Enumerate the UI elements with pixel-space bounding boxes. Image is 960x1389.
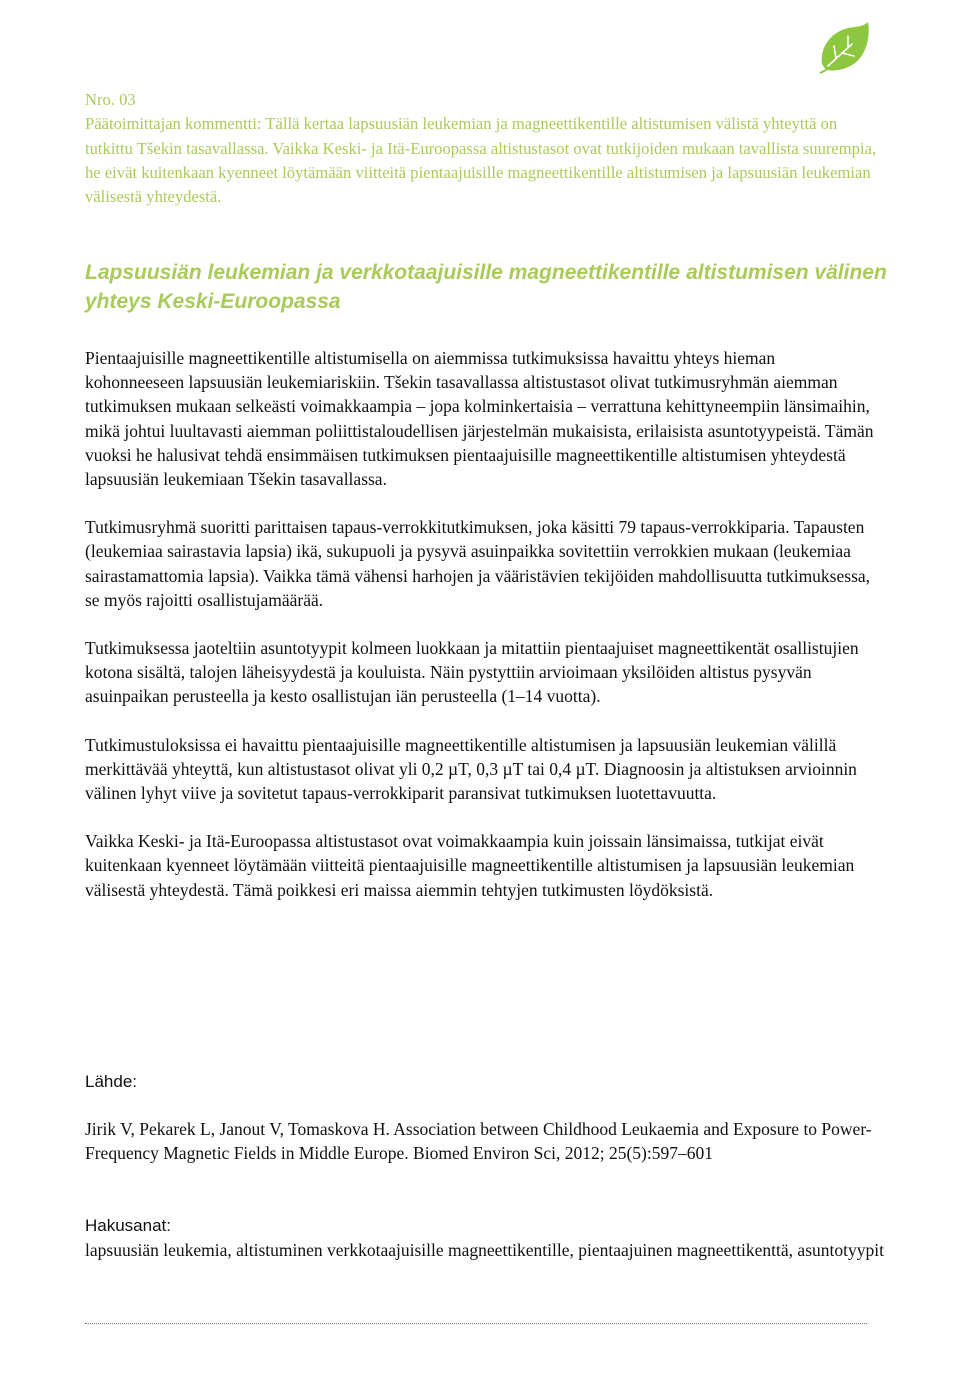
editor-comment-text: Päätoimittajan kommentti: Tällä kertaa lapsuusiän leukemian ja magneettikentille altistumisen välistä yhteyttä on tutkittu Tšekin tasavallassa. Vaikka Keski- ja Itä-Euroopassa altistustasot ovat tutkijoiden mukaan tavallista suurempia, he eivät kuitenkaan kyenneet löytämään viitteitä pientaajuisille magneettikentille altistumisen ja lapsuusiän leukemian välisestä yhteydestä. xyxy=(85,114,877,207)
keywords-label: Hakusanat: xyxy=(85,1216,171,1235)
keywords-text: lapsuusiän leukemia, altistuminen verkkotaajuisille magneettikentille, pientaajuinen magneettikenttä, asuntotyypit xyxy=(85,1240,884,1260)
source-reference: Jirik V, Pekarek L, Janout V, Tomaskova H. Association between Childhood Leukaemia and Exposure to Power-Frequency Magnetic Fields in Middle Europe. Biomed Environ Sci, 2012; 25(5):597–601 xyxy=(85,1119,872,1164)
footer-divider xyxy=(85,1323,867,1324)
article-paragraph: Pientaajuisille magneettikentille altistumisella on aiemmissa tutkimuksissa havaittu yhteys hieman kohonneeseen lapsuusiän leukemiariskiin. Tšekin tasavallassa altistustasot olivat tutkimusryhmän aiemman tutkimuksen mukaan selkeästi voimakkaampia – jopa kolminkertaisia – verrattuna kehittyneempiin länsimaihin, mikä johtui luultavasti aiemman poliittistaloudellisen järjestelmän mukaisista, erilaisista asuntotyypeistä. Tämän vuoksi he halusivat tehdä ensimmäisen tutkimuksen pientaajuisille magneettikentille altistumisen yhteydestä lapsuusiän leukemiaan Tšekin tasavallassa. xyxy=(85,348,874,490)
article-title: Lapsuusiän leukemian ja verkkotaajuisille magneettikentille altistumisen välinen yhteys Keski-Euroopassa xyxy=(85,261,887,313)
editor-comment xyxy=(85,88,885,209)
leaf-icon xyxy=(818,20,874,74)
article-body xyxy=(85,346,875,926)
article-paragraph: Vaikka Keski- ja Itä-Euroopassa altistustasot ovat voimakkaampia kuin joissain länsimaissa, tutkijat eivät kuitenkaan kyenneet löytämään viitteitä pientaajuisille magneettikentille altistumisen ja lapsuusiän leukemian välisestä yhteydestä. Tämä poikkesi eri maissa aiemmin tehtyjen tutkimusten löydöksistä. xyxy=(85,831,855,900)
issue-number: Nro. 03 xyxy=(85,90,136,109)
source-label: Lähde: xyxy=(85,1072,137,1091)
article-paragraph: Tutkimusryhmä suoritti parittaisen tapaus-verrokkitutkimuksen, joka käsitti 79 tapaus-verrokkiparia. Tapausten (leukemiaa sairastavia lapsia) ikä, sukupuoli ja pysyvä asuinpaikka sovitettiin verrokkien mukaan (leukemiaa sairastamattomia lapsia). Vaikka tämä vähensi harhojen ja vääristävien tekijöiden mahdollisuutta tutkimuksessa, se myös rajoitti osallistujamäärää. xyxy=(85,517,871,610)
article-paragraph: Tutkimuksessa jaoteltiin asuntotyypit kolmeen luokkaan ja mitattiin pientaajuiset magneettikentät osallistujien kotona sisältä, talojen läheisyydestä ja kouluista. Näin pystyttiin arvioimaan yksilöiden altistus pysyvän asuinpaikan perusteella ja kesto osallistujan iän perusteella (1–14 vuotta). xyxy=(85,638,859,707)
article-paragraph: Tutkimustuloksissa ei havaittu pientaajuisille magneettikentille altistumisen ja lapsuusiän leukemian välillä merkittävää yhteyttä, kun altistustasot olivat yli 0,2 µT, 0,3 µT tai 0,4 µT. Diagnoosin ja altistuksen arvioinnin välinen lyhyt viive ja sovitetut tapaus-verrokkiparit paransivat tutkimuksen luotettavuutta. xyxy=(85,734,857,804)
